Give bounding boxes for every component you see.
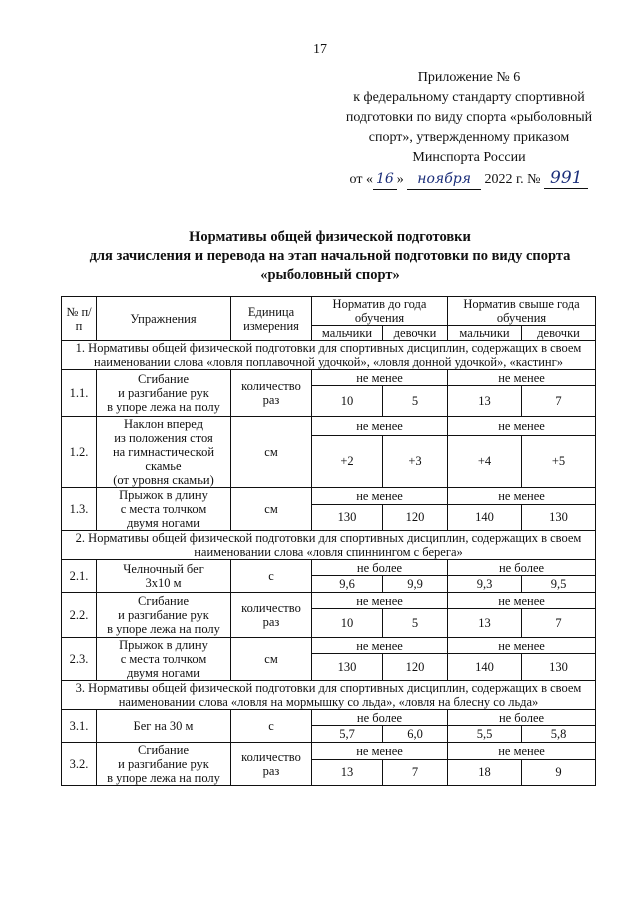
section-title: 3. Нормативы общей физической подготовки для спортивных дисциплин, содержащих в своем наименовании слова «ловля на мормышку со льда», «ловля на блесну со льда» (62, 681, 596, 710)
exercise-line: Сгибание (138, 743, 189, 757)
exercise-line: в упоре лежа на полу (107, 400, 220, 414)
exercise-name (97, 593, 231, 638)
appendix-block (318, 68, 620, 190)
exercise-line: Прыжок в длину (119, 488, 208, 502)
condition-above-year: не менее (448, 488, 596, 505)
section-title: 1. Нормативы общей физической подготовки для спортивных дисциплин, содержащих в своем наименовании слова «ловля поплавочной удочкой», «ловля донной удочкой», «кастинг» (62, 341, 596, 370)
condition-first-year: не более (312, 560, 448, 576)
date-quote: » (396, 172, 404, 187)
unit-line: раз (262, 393, 280, 407)
unit-line: количество (241, 601, 301, 615)
value-first-year-boys: 10 (312, 609, 383, 638)
exercise-name (97, 743, 231, 786)
title-line: для зачисления и перевода на этап начальной подготовки по виду спорта (89, 248, 571, 264)
exercise-line: и разгибание рук (118, 757, 209, 771)
header-above-year: Норматив свыше года обучения (448, 297, 596, 326)
value-above-year-boys: +4 (448, 435, 522, 487)
value-above-year-girls: 130 (522, 654, 596, 681)
value-first-year-girls: 5 (383, 386, 448, 417)
value-above-year-boys: 140 (448, 504, 522, 530)
value-first-year-girls: 120 (383, 504, 448, 530)
value-above-year-girls: 9,5 (522, 576, 596, 593)
value-above-year-girls: 7 (522, 609, 596, 638)
date-prefix: от « (349, 172, 373, 187)
unit-line: с (268, 569, 274, 583)
value-above-year-girls: +5 (522, 435, 596, 487)
unit-line: см (264, 502, 278, 516)
norms-table (61, 296, 596, 786)
condition-above-year: не более (448, 710, 596, 726)
value-above-year-boys: 5,5 (448, 726, 522, 743)
value-above-year-boys: 13 (448, 609, 522, 638)
condition-first-year: не менее (312, 593, 448, 609)
value-above-year-boys: 140 (448, 654, 522, 681)
header-unit: Единица измерения (231, 297, 312, 341)
condition-above-year: не менее (448, 370, 596, 386)
exercise-name (97, 488, 231, 531)
condition-above-year: не менее (448, 743, 596, 760)
condition-first-year: не менее (312, 638, 448, 654)
value-above-year-boys: 9,3 (448, 576, 522, 593)
exercise-line: с места толчком (120, 652, 207, 666)
header-boys: мальчики (448, 326, 522, 341)
condition-first-year: не менее (312, 417, 448, 436)
unit-line: раз (262, 764, 280, 778)
condition-first-year: не менее (312, 488, 448, 505)
row-number: 2.1. (62, 560, 97, 593)
header-first-year: Норматив до года обучения (312, 297, 448, 326)
value-first-year-boys: 9,6 (312, 576, 383, 593)
exercise-name (97, 370, 231, 417)
exercise-line: 3х10 м (145, 576, 182, 590)
exercise-line: Сгибание (138, 372, 189, 386)
row-number: 1.3. (62, 488, 97, 531)
section-row (62, 341, 596, 370)
exercise-line: двумя ногами (127, 666, 200, 680)
table-row (62, 710, 596, 726)
table-row (62, 593, 596, 609)
appendix-line: к федеральному стандарту спортивной (353, 90, 585, 105)
condition-first-year: не более (312, 710, 448, 726)
year-part: 2022 г. № (484, 172, 541, 187)
condition-first-year: не менее (312, 743, 448, 760)
exercise-line: в упоре лежа на полу (107, 622, 220, 636)
unit (231, 743, 312, 786)
condition-above-year: не менее (448, 593, 596, 609)
document-title (40, 228, 620, 285)
table-row (62, 743, 596, 760)
condition-above-year: не менее (448, 417, 596, 436)
row-number: 3.2. (62, 743, 97, 786)
order-date-line (318, 168, 620, 190)
exercise-line: из положения стоя (114, 431, 213, 445)
exercise-line: и разгибание рук (118, 386, 209, 400)
handwritten-order-number: 991 (544, 168, 588, 189)
value-first-year-boys: 10 (312, 386, 383, 417)
title-line: Нормативы общей физической подготовки (189, 229, 471, 245)
unit-line: см (264, 652, 278, 666)
title-line: «рыболовный спорт» (260, 267, 400, 283)
row-number: 1.1. (62, 370, 97, 417)
value-first-year-boys: +2 (312, 435, 383, 487)
value-first-year-boys: 5,7 (312, 726, 383, 743)
row-number: 3.1. (62, 710, 97, 743)
unit (231, 593, 312, 638)
value-first-year-girls: 5 (383, 609, 448, 638)
section-title: 2. Нормативы общей физической подготовки для спортивных дисциплин, содержащих в своем наименовании слова «ловля спиннингом с берега» (62, 531, 596, 560)
value-above-year-girls: 9 (522, 759, 596, 785)
section-row (62, 681, 596, 710)
table-row (62, 417, 596, 436)
handwritten-day: 16 (373, 169, 397, 190)
exercise-line: на гимнастической (112, 445, 215, 459)
unit (231, 370, 312, 417)
exercise-name (97, 417, 231, 488)
unit-line: количество (241, 750, 301, 764)
row-number: 1.2. (62, 417, 97, 488)
value-first-year-girls: +3 (383, 435, 448, 487)
value-above-year-girls: 130 (522, 504, 596, 530)
value-first-year-boys: 130 (312, 654, 383, 681)
value-first-year-girls: 9,9 (383, 576, 448, 593)
condition-above-year: не менее (448, 638, 596, 654)
value-above-year-girls: 7 (522, 386, 596, 417)
exercise-line: Прыжок в длину (119, 638, 208, 652)
unit-line: раз (262, 615, 280, 629)
value-first-year-boys: 130 (312, 504, 383, 530)
row-number: 2.3. (62, 638, 97, 681)
condition-first-year: не менее (312, 370, 448, 386)
unit (231, 638, 312, 681)
row-number: 2.2. (62, 593, 97, 638)
exercise-name (97, 560, 231, 593)
header-boys: мальчики (312, 326, 383, 341)
exercise-line: Сгибание (138, 594, 189, 608)
table-row (62, 370, 596, 386)
exercise-line: двумя ногами (127, 516, 200, 530)
exercise-line: Наклон вперед (123, 417, 204, 431)
exercise-line: с места толчком (120, 502, 207, 516)
section-row (62, 531, 596, 560)
table-row (62, 560, 596, 576)
page-number: 17 (313, 42, 327, 57)
table-row (62, 488, 596, 505)
exercise-line: (от уровня скамьи) (113, 473, 214, 487)
value-first-year-girls: 120 (383, 654, 448, 681)
unit-line: с (268, 719, 274, 733)
unit (231, 417, 312, 488)
unit-line: количество (241, 379, 301, 393)
unit-line: см (264, 445, 278, 459)
table-row (62, 638, 596, 654)
handwritten-month: ноября (407, 169, 481, 190)
exercise-line: скамье (145, 459, 182, 473)
exercise-name (97, 710, 231, 743)
appendix-line: спорт», утвержденному приказом (368, 130, 570, 145)
exercise-line: Бег на 30 м (133, 719, 194, 733)
header-girls: девочки (522, 326, 596, 341)
condition-above-year: не более (448, 560, 596, 576)
exercise-line: в упоре лежа на полу (107, 771, 220, 785)
value-above-year-girls: 5,8 (522, 726, 596, 743)
exercise-name (97, 638, 231, 681)
value-above-year-boys: 18 (448, 759, 522, 785)
appendix-title: Приложение № 6 (417, 70, 521, 85)
header-num: № п/п (62, 297, 97, 341)
value-first-year-girls: 7 (383, 759, 448, 785)
value-above-year-boys: 13 (448, 386, 522, 417)
exercise-line: и разгибание рук (118, 608, 209, 622)
value-first-year-boys: 13 (312, 759, 383, 785)
exercise-line: Челночный бег (123, 562, 204, 576)
unit (231, 710, 312, 743)
unit (231, 488, 312, 531)
header-exercise: Упражнения (97, 297, 231, 341)
value-first-year-girls: 6,0 (383, 726, 448, 743)
appendix-line: подготовки по виду спорта «рыболовный (345, 110, 593, 125)
unit (231, 560, 312, 593)
appendix-line: Минспорта России (412, 150, 526, 165)
header-girls: девочки (383, 326, 448, 341)
